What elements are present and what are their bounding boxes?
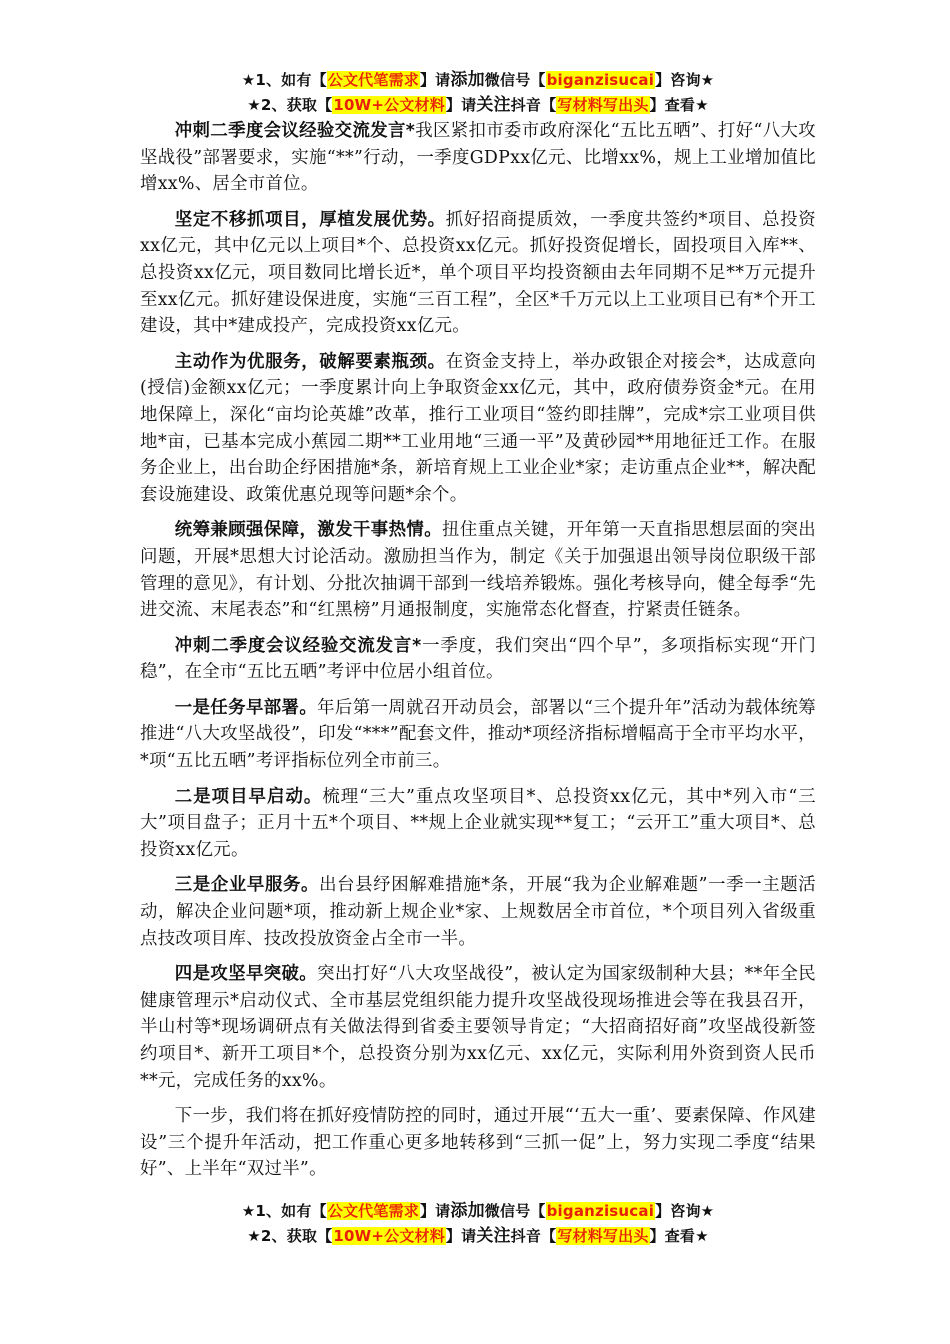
banner-highlight: 10W+公文材料 xyxy=(333,1226,445,1245)
banner-text: 】咨询★ xyxy=(655,1201,715,1220)
banner-highlight: 写材料写出头 xyxy=(557,96,649,114)
banner-text: ★1、如有【 xyxy=(241,71,327,89)
paragraph-lead: 冲刺二季度会议经验交流发言* xyxy=(174,635,422,656)
banner-text: ★2、获取【 xyxy=(247,1226,333,1245)
paragraph xyxy=(140,633,816,686)
paragraph-text: 在资金支持上，举办政银企对接会*，达成意向(授信)金额xx亿元；一季度累计向上争取资金xx亿元，其中，政府债券资金*元。在用地保障上，深化“亩均论英雄”改革，推行工业项目“签约即挂牌”，完成*宗工业项目供地*亩，已基本完成小蕉园二期**工业用地“三通一平”及黄砂园**用地征迁工作。在服务企业上，出台助企纾困措施*条，新培育规上工业企业*家；走访重点企业**，解决配套设施建设、政策优惠兑现等问题*余个。 xyxy=(140,351,816,505)
paragraph xyxy=(140,118,816,198)
banner-text: 】请 xyxy=(445,1226,477,1245)
banner-emphasis: 添加 xyxy=(450,70,485,90)
banner-emphasis: 添加 xyxy=(450,1200,485,1221)
paragraph xyxy=(140,1103,816,1183)
banner-line-2 xyxy=(140,1224,816,1249)
paragraph xyxy=(140,784,816,864)
banner-text: ★2、获取【 xyxy=(247,96,333,114)
banner-emphasis: 关注 xyxy=(476,1225,511,1246)
paragraph-text: 我区紧扣市委市政府深化“五比五晒”、打好“八大攻坚战役”部署要求，实施“**”行动，一季度GDPxx亿元、比增xx%，规上工业增加值比增xx%、居全市首位。 xyxy=(140,121,817,195)
paragraph-lead: 主动作为优服务，破解要素瓶颈。 xyxy=(174,351,446,372)
paragraph xyxy=(140,349,816,509)
paragraph-lead: 冲刺二季度会议经验交流发言* xyxy=(174,121,416,141)
paragraph-text: 出台县纾困解难措施*条，开展“我为企业解难题”一季一主题活动，解决企业问题*项，推动新上规企业*家、上规数居全市首位，*个项目列入省级重点技改项目库、技改投放资金占全市一半。 xyxy=(140,875,816,949)
document-body xyxy=(140,118,816,1183)
paragraph xyxy=(140,695,816,775)
bottom-banner xyxy=(140,1199,816,1249)
banner-text: 】请 xyxy=(419,71,451,89)
paragraph-lead: 三是企业早服务。 xyxy=(174,875,320,896)
banner-emphasis: 关注 xyxy=(476,95,511,115)
banner-line-2 xyxy=(140,93,816,118)
banner-text: ★1、如有【 xyxy=(241,1201,327,1220)
paragraph xyxy=(140,517,816,623)
banner-text: 抖音【 xyxy=(510,1226,557,1245)
document-page xyxy=(140,68,816,1249)
banner-text: 】查看★ xyxy=(649,96,709,114)
paragraph xyxy=(140,207,816,340)
banner-highlight: biganzisucai xyxy=(546,1201,655,1220)
paragraph-lead: 一是任务早部署。 xyxy=(174,697,318,718)
paragraph-text: 梳理“三大”重点攻坚项目*、总投资xx亿元，其中*列入市“三大”项目盘子；正月十五*个项目、**规上企业就实现**复工；“云开工”重大项目*、总投资xx亿元。 xyxy=(140,786,816,860)
banner-line-1 xyxy=(140,68,816,93)
banner-highlight: 公文代笔需求 xyxy=(327,71,419,89)
paragraph-text: 下一步，我们将在抓好疫情防控的同时，通过开展“‘五大一重’、要素保障、作风建设”三个提升年活动，把工作重心更多地转移到“三抓一促”上，努力实现二季度“结果好”、上半年“双过半”。 xyxy=(140,1106,816,1180)
banner-highlight: 公文代笔需求 xyxy=(327,1201,419,1220)
banner-text: 抖音【 xyxy=(510,96,557,114)
paragraph-lead: 统筹兼顾强保障，激发干事热情。 xyxy=(174,520,443,541)
banner-text: 】请 xyxy=(445,96,477,114)
paragraph-text: 年后第一周就召开动员会，部署以“三个提升年”活动为载体统筹推进“八大攻坚战役”，印发“***”配套文件，推动*项经济指标增幅高于全市平均水平，*项“五比五晒”考评指标位列全市前三。 xyxy=(140,697,817,772)
paragraph-lead: 坚定不移抓项目，厚植发展优势。 xyxy=(174,209,446,230)
paragraph-text: 一季度，我们突出“四个早”，多项指标实现“开门稳”，在全市“五比五晒”考评中位居小组首位。 xyxy=(140,635,817,683)
banner-text: 】请 xyxy=(419,1201,451,1220)
paragraph-text: 扭住重点关键，开年第一天直指思想层面的突出问题，开展*思想大讨论活动。激励担当作为，制定《关于加强退出领导岗位职级干部管理的意见》，有计划、分批次抽调干部到一线培养锻炼。强化考核导向，健全每季“先进交流、末尾表态”和“红黑榜”月通报制度，实施常态化督查，拧紧责任链条。 xyxy=(140,520,816,621)
paragraph xyxy=(140,961,816,1094)
paragraph-text: 突出打好“八大攻坚战役”，被认定为国家级制种大县；**年全民健康管理示*启动仪式、全市基层党组织能力提升攻坚战役现场推进会等在我县召开，半山村等*现场调研点有关做法得到省委主要领导肯定；“大招商招好商”攻坚战役新签约项目*、新开工项目*个，总投资分别为xx亿元、xx亿元，实际利用外资到资人民币**元，完成任务的xx%。 xyxy=(140,964,816,1091)
paragraph-text: 抓好招商提质效，一季度共签约*项目、总投资xx亿元，其中亿元以上项目*个、总投资xx亿元。抓好投资促增长，固投项目入库**、总投资xx亿元，项目数同比增长近*，单个项目平均投资额由去年同期不足**万元提升至xx亿元。抓好建设保进度，实施“三百工程”，全区*千万元以上工业项目已有*个开工建设，其中*建成投产，完成投资xx亿元。 xyxy=(140,209,816,337)
banner-highlight: 10W+公文材料 xyxy=(333,96,445,114)
banner-highlight: 写材料写出头 xyxy=(557,1226,649,1245)
paragraph-lead: 四是攻坚早突破。 xyxy=(174,964,318,985)
banner-text: 】咨询★ xyxy=(655,71,715,89)
paragraph-lead: 二是项目早启动。 xyxy=(174,786,323,807)
banner-line-1 xyxy=(140,1199,816,1224)
banner-highlight: biganzisucai xyxy=(546,71,655,89)
top-banner xyxy=(140,68,816,118)
banner-text: 微信号【 xyxy=(484,1201,546,1220)
banner-text: 】查看★ xyxy=(649,1226,709,1245)
paragraph xyxy=(140,872,816,952)
banner-text: 微信号【 xyxy=(484,71,546,89)
